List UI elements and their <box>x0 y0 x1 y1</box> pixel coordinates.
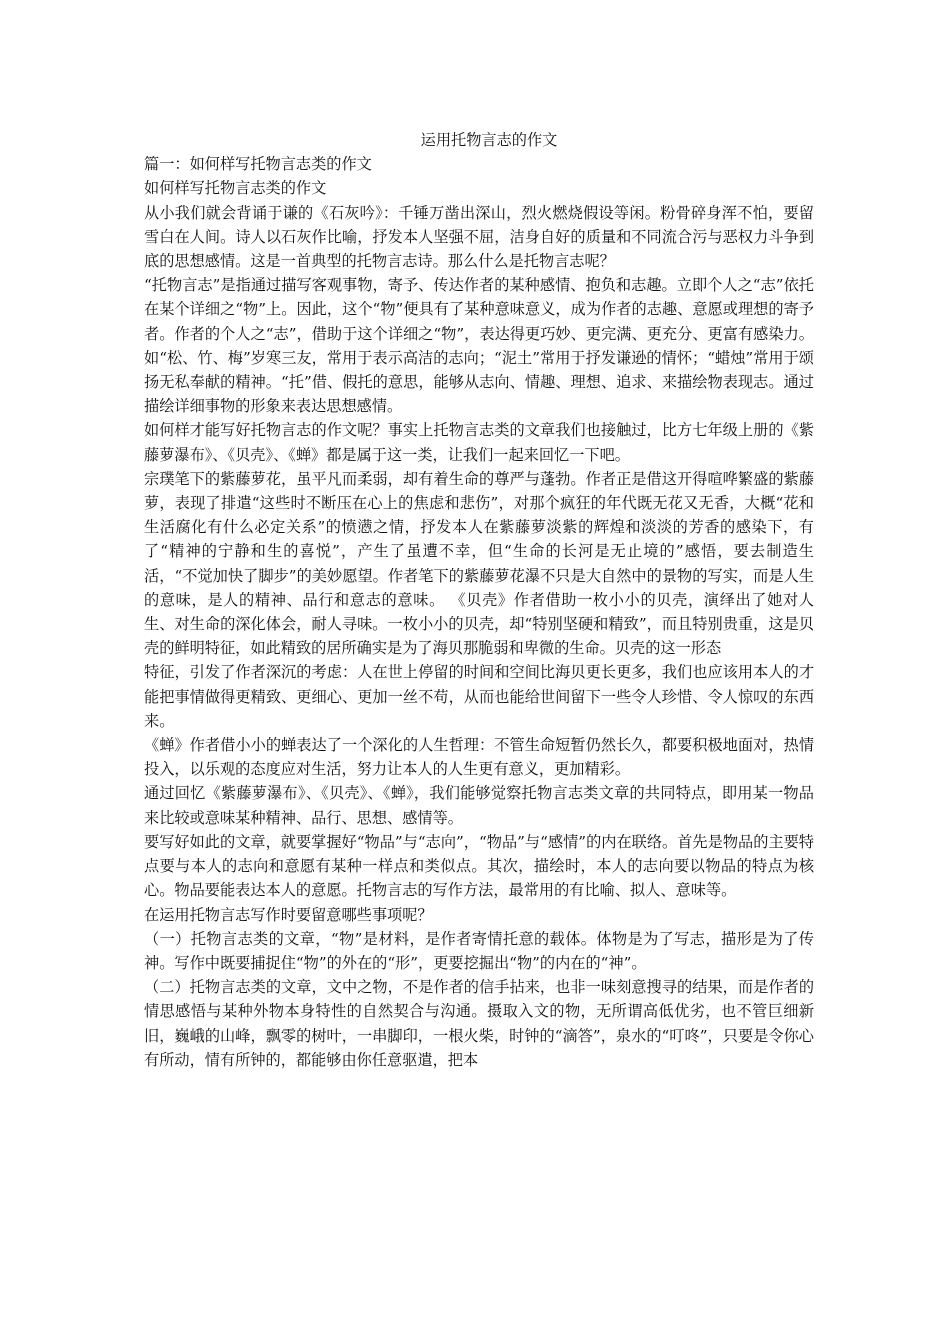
paragraph: 通过回忆《紫藤萝瀑布》、《贝壳》、《蝉》，我们能够觉察托物言志类文章的共同特点，即用某一物品来比较或意味某种精神、品行、思想、感情等。 <box>144 784 814 827</box>
document-body <box>144 128 814 1072</box>
paragraph-heading-1: 篇一：如何样写托物言志类的作文 <box>144 155 372 174</box>
paragraph-heading-2: 如何样写托物言志类的作文 <box>144 179 327 198</box>
paragraph: 宗璞笔下的紫藤萝花，虽平凡而柔弱，却有着生命的尊严与蓬勃。作者正是借这开得喧哗繁盛的紫藤萝，表现了排遣“这些时不断压在心上的焦虑和悲伤”，对那个疯狂的年代既无花又无香，大概“花和生活腐化有什么必定关系”的愤懑之情，抒发本人在紫藤萝淡紫的辉煌和淡淡的芳香的感染下，有了“精神的宁静和生的喜悦”，产生了虽遭不幸，但“生命的长河是无止境的”感悟，要去制造生活，“不觉加快了脚步”的美妙愿望。作者笔下的紫藤萝花瀑不只是大自然中的景物的写实，而是人生的意味，是人的精神、品行和意志的意味。 《贝壳》作者借助一枚小小的贝壳，演绎出了她对人生、对生命的深化体会，耐人寻味。一枚小小的贝壳，却“特别坚硬和精致”，而且特别贵重，这是贝壳的鲜明特征，如此精致的居所确实是为了海贝那脆弱和卑微的生命。贝壳的这一形态 <box>144 469 814 658</box>
paragraph: （二）托物言志类的文章，文中之物，不是作者的信手拈来，也非一味刻意搜寻的结果，而是作者的情思感悟与某种外物本身特性的自然契合与沟通。摄取入文的物，无所谓高低优劣，也不管巨细新旧，巍峨的山峰，飘零的树叶，一串脚印，一根火柴，时钟的“滴答”，泉水的“叮咚”，只要是令你心有所动，情有所钟的，都能够由你任意驱遣，把本 <box>144 978 814 1069</box>
paragraph: 《蝉》作者借小小的蝉表达了一个深化的人生哲理：不管生命短暂仍然长久，都要积极地面对，热情投入，以乐观的态度应对生活，努力让本人的人生更有意义，更加精彩。 <box>144 736 814 779</box>
paragraph: 在运用托物言志写作时要留意哪些事项呢？ <box>144 905 433 924</box>
paragraph: “托物言志”是指通过描写客观事物，寄予、传达作者的某种感情、抱负和志趣。立即个人之“志”依托在某个详细之“物”上。因此，这个“物”便具有了某种意味意义，成为作者的志趣、意愿或理想的寄予者。作者的个人之“志”，借助于这个详细之“物”，表达得更巧妙、更完满、更充分、更富有感染力。如“松、竹、梅”岁寒三友，常用于表示高洁的志向；“泥土”常用于抒发谦逊的情怀；“蜡烛”常用于颂扬无私奉献的精神。“托”借、假托的意思，能够从志向、情趣、理想、追求、来描绘物表现志。通过描绘详细事物的形象来表达思想感情。 <box>144 276 814 416</box>
paragraph: 要写好如此的文章，就要掌握好“物品”与“志向”，“物品”与“感情”的内在联络。首先是物品的主要特点要与本人的志向和意愿有某种一样点和类似点。其次，描绘时，本人的志向要以物品的特点为核心。物品要能表达本人的意愿。托物言志的写作方法，最常用的有比喻、拟人、意味等。 <box>144 832 814 900</box>
paragraph: （一）托物言志类的文章，“物”是材料，是作者寄情托意的载体。体物是为了写志，描形是为了传神。写作中既要捕捉住“物”的外在的“形”，更要挖掘出“物”的内在的“神”。 <box>144 929 814 972</box>
document-title: 运用托物言志的作文 <box>420 131 558 149</box>
paragraph: 特征，引发了作者深沉的考虑：人在世上停留的时间和空间比海贝更长更多，我们也应该用本人的才能把事情做得更精致、更细心、更加一丝不苟，从而也能给世间留下一些令人珍惜、令人惊叹的东西来。 <box>144 663 814 730</box>
paragraph: 如何样才能写好托物言志的作文呢？事实上托物言志类的文章我们也接触过，比方七年级上册的《紫藤萝瀑布》、《贝壳》、《蝉》都是属于这一类，让我们一起来回忆一下吧。 <box>144 421 814 464</box>
paragraph: 从小我们就会背诵于谦的《石灰吟》：千锤万凿出深山，烈火燃烧假设等闲。粉骨碎身浑不怕，要留雪白在人间。诗人以石灰作比喻，抒发本人坚强不屈，洁身自好的质量和不同流合污与恶权力斗争到底的思想感情。这是一首典型的托物言志诗。那么什么是托物言志呢？ <box>144 203 814 271</box>
